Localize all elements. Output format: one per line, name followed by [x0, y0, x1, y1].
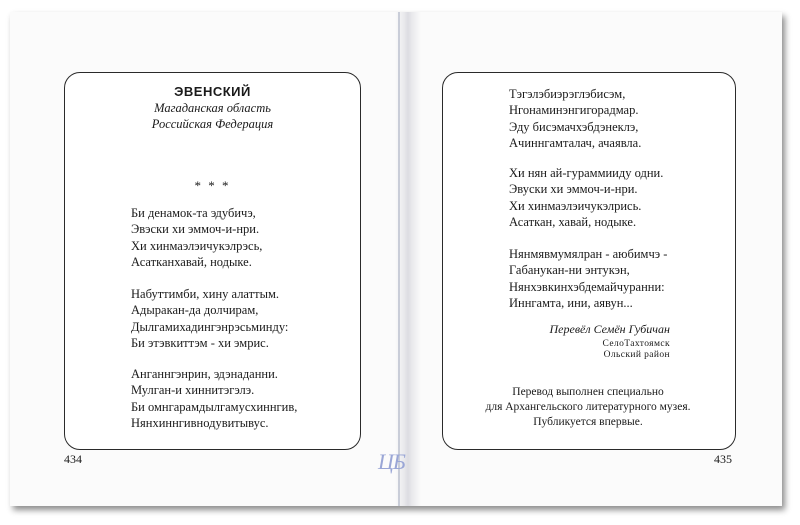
poem-line: Би этэвкиттэм - хи эмрис.: [131, 336, 269, 351]
poem-line: Иннгамта, ини, аявун...: [509, 296, 633, 311]
poem-line: Адыракан-да долчирам,: [131, 303, 259, 318]
poem-line: Нянмявмумялран - аюбимчэ -: [509, 247, 668, 261]
poem-line: Тэгэлэбиэрэглэбисэм,: [509, 87, 626, 101]
stanza: [509, 165, 663, 231]
language-title: ЭВЕНСКИЙ: [174, 84, 251, 99]
poem-line: Набуттимби, хину алаттым.: [131, 287, 280, 301]
poem-line: Эвуски хи эммоч-и-нри.: [509, 182, 638, 197]
poem-line: Асаткан, хавай, нодыке.: [509, 215, 637, 230]
note-line: Публикуется впервые.: [533, 415, 643, 428]
stanza: [131, 366, 297, 432]
poem-line: Хи нян ай-гураммииду одни.: [509, 166, 664, 180]
poem-line: Нянхиннгивнодувитывус.: [131, 416, 269, 431]
poem-line: Габанукан-ни энтукэн,: [509, 263, 630, 278]
poem-line: Нянхэвкинхэбдемайчуранни:: [509, 279, 665, 294]
region-subtitle: Магаданская область: [154, 101, 271, 115]
stanza: [131, 286, 288, 352]
poem-line: Анганнгэнрин, эдэнаданни.: [131, 367, 278, 381]
poem-line: Асатканхавай, нодыке.: [131, 255, 252, 270]
page-number-left: 434: [64, 452, 82, 466]
poem-line: Би денамок-та эдубичэ,: [131, 206, 256, 220]
publication-note: [442, 385, 734, 429]
library-watermark-logo: ЦБ: [378, 449, 405, 474]
poem-line: Мулган-и хиннитэгэлэ.: [131, 383, 255, 398]
poem-line: Хи хинмаэлэичукэлрись.: [509, 198, 642, 213]
place-village: СелоТахтоямск: [602, 339, 670, 349]
page-number-right: 435: [714, 452, 732, 466]
poem-line: Эду бисэмачхэбдэнеклэ,: [509, 119, 639, 134]
stanza: [509, 246, 667, 312]
poem-stars: * * *: [194, 178, 231, 193]
place-district: Ольский район: [603, 350, 670, 360]
poem-line: Би омнгарамдылгамусхиннгив,: [131, 399, 298, 414]
note-line: Перевод выполнен специально: [512, 386, 664, 398]
stanza: [131, 205, 262, 271]
poem-line: Нгонаминэнгигорадмар.: [509, 103, 639, 118]
poem-line: Хи хинмаэлэичукэлрэсь,: [131, 238, 263, 253]
stanza: [509, 86, 641, 152]
country-subtitle: Российская Федерация: [151, 117, 274, 131]
poem-line: Ачиннгамталач, ачаявла.: [509, 136, 642, 151]
gutter-line: [398, 12, 400, 506]
note-line: для Архангельского литературного музея.: [485, 400, 691, 413]
translator-credit: Перевёл Семён Губичан: [549, 322, 670, 336]
poem-line: Дылгамихадингэнрэсьминду:: [131, 319, 289, 334]
poem-line: Эвэски хи эммоч-и-нри.: [131, 222, 260, 237]
